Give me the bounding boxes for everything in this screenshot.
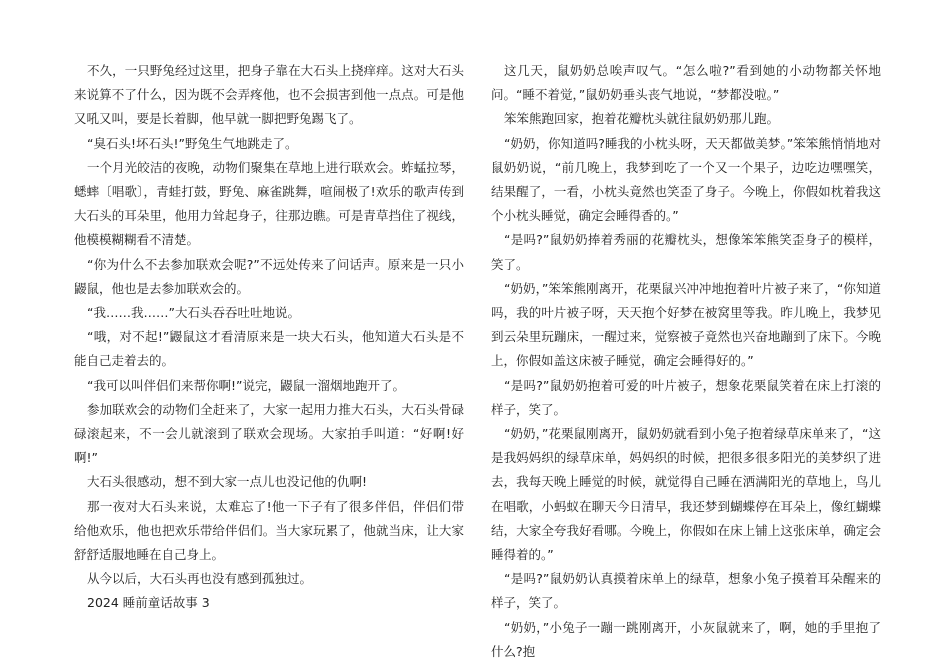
story-paragraph: “我……我……”大石头吞吞吐吐地说。 [87, 305, 300, 321]
story-paragraph: 不久，一只野兔经过这里，把身子靠在大石头上挠痒痒。这对大石头来说算不了什么，因为既不会弄疼他，也不会损害到他一点点。可是他又吼又叫，要是长着脚，他早就一脚把野兔踢飞了。 [74, 63, 464, 127]
story-paragraph: “奶奶，”花栗鼠刚离开，鼠奶奶就看到小兔子抱着绿草床单来了，“这是我妈妈织的绿草床单，妈妈织的时候，把很多很多阳光的美梦织了进去，我每天晚上睡觉的时候，就觉得自己睡在洒满阳光的草地上，鸟儿在唱歌，小蚂蚁在聊天今日清早，我还梦到蝴蝶停在耳朵上，像红蝴蝶结，大家全夸我好看哪。今晚上，你假如在床上铺上这张床单，确定会睡得着的。” [491, 426, 881, 563]
story-paragraph: 那一夜对大石头来说，太难忘了!他一下子有了很多伴侣，伴侣们带给他欢乐，他也把欢乐带给伴侣们。当大家玩累了，他就当床，让大家舒舒适服地睡在自己身上。 [74, 498, 464, 563]
story-paragraph: “是吗?”鼠奶奶认真摸着床单上的绿草，想象小兔子摸着耳朵醒来的样子，笑了。 [491, 571, 881, 611]
story-paragraph: “奶奶，”笨笨熊刚离开，花栗鼠兴冲冲地抱着叶片被子来了，“你知道吗，我的叶片被子呀，天天抱个好梦在被窝里等我。昨儿晚上，我梦见到云朵里玩蹦床，一醒过来，觉察被子竟然也兴奋地蹦到了床下。今晚上，你假如盖这床被子睡觉，确定会睡得好的。” [491, 280, 881, 369]
right-column [491, 59, 881, 664]
story-paragraph: “我可以叫伴侣们来帮你啊!”说完，鼹鼠一溜烟地跑开了。 [87, 377, 405, 393]
story-paragraph: “你为什么不去参加联欢会呢?”不远处传来了问话声。原来是一只小鼹鼠，他也是去参加联欢会的。 [74, 256, 464, 296]
story-paragraph: “奶奶，你知道吗?睡我的小枕头呀，天天都做美梦。”笨笨熊悄悄地对鼠奶奶说，“前几晚上，我梦到吃了一个又一个果子，边吃边嘿嘿笑，结果醒了，一看，小枕头竟然也笑歪了身子。今晚上，你假如枕着我这个小枕头睡觉，确定会睡得香的。” [491, 135, 881, 224]
story-paragraph: 参加联欢会的动物们全赶来了，大家一起用力推大石头，大石头骨碌碌滚起来，不一会儿就滚到了联欢会现场。大家拍手叫道：“好啊!好啊!” [74, 401, 464, 466]
left-column [74, 59, 464, 616]
story-paragraph: 一个月光皎洁的夜晚，动物们聚集在草地上进行联欢会。蚱蜢拉琴，蟋蟀〔唱歌〕，青蛙打鼓，野兔、麻雀跳舞，喧闹极了!欢乐的歌声传到大石头的耳朵里，他用力耸起身子，往那边瞧。可是青草挡住了视线，他模模糊糊看不清楚。 [74, 159, 464, 248]
story-paragraph: 大石头很感动，想不到大家一点儿也没记他的仇啊! [87, 474, 368, 490]
story-paragraph: 从今以后，大石头再也没有感到孤独过。 [87, 571, 313, 587]
story-paragraph: “奶奶，”小兔子一蹦一跳刚离开，小灰鼠就来了，啊，她的手里抱了什么?抱 [491, 619, 881, 659]
story-heading: 2024 睡前童话故事 3 [87, 595, 210, 611]
story-paragraph: “臭石头!坏石头!”野兔生气地跳走了。 [87, 135, 298, 151]
story-paragraph: “是吗?”鼠奶奶抱着可爱的叶片被子，想象花栗鼠笑着在床上打滚的样子，笑了。 [491, 377, 881, 417]
story-paragraph: “哦，对不起!”鼹鼠这才看清原来是一块大石头，他知道大石头是不能自己走着去的。 [74, 329, 464, 369]
story-paragraph: “是吗?”鼠奶奶捧着秀丽的花瓣枕头，想像笨笨熊笑歪身子的模样，笑了。 [491, 232, 881, 272]
story-paragraph: 这几天，鼠奶奶总唉声叹气。“怎么啦?”看到她的小动物都关怀地问。“睡不着觉，”鼠奶奶垂头丧气地说，“梦都没啦。” [491, 63, 881, 103]
story-paragraph: 笨笨熊跑回家，抱着花瓣枕头就往鼠奶奶那儿跑。 [504, 111, 780, 127]
